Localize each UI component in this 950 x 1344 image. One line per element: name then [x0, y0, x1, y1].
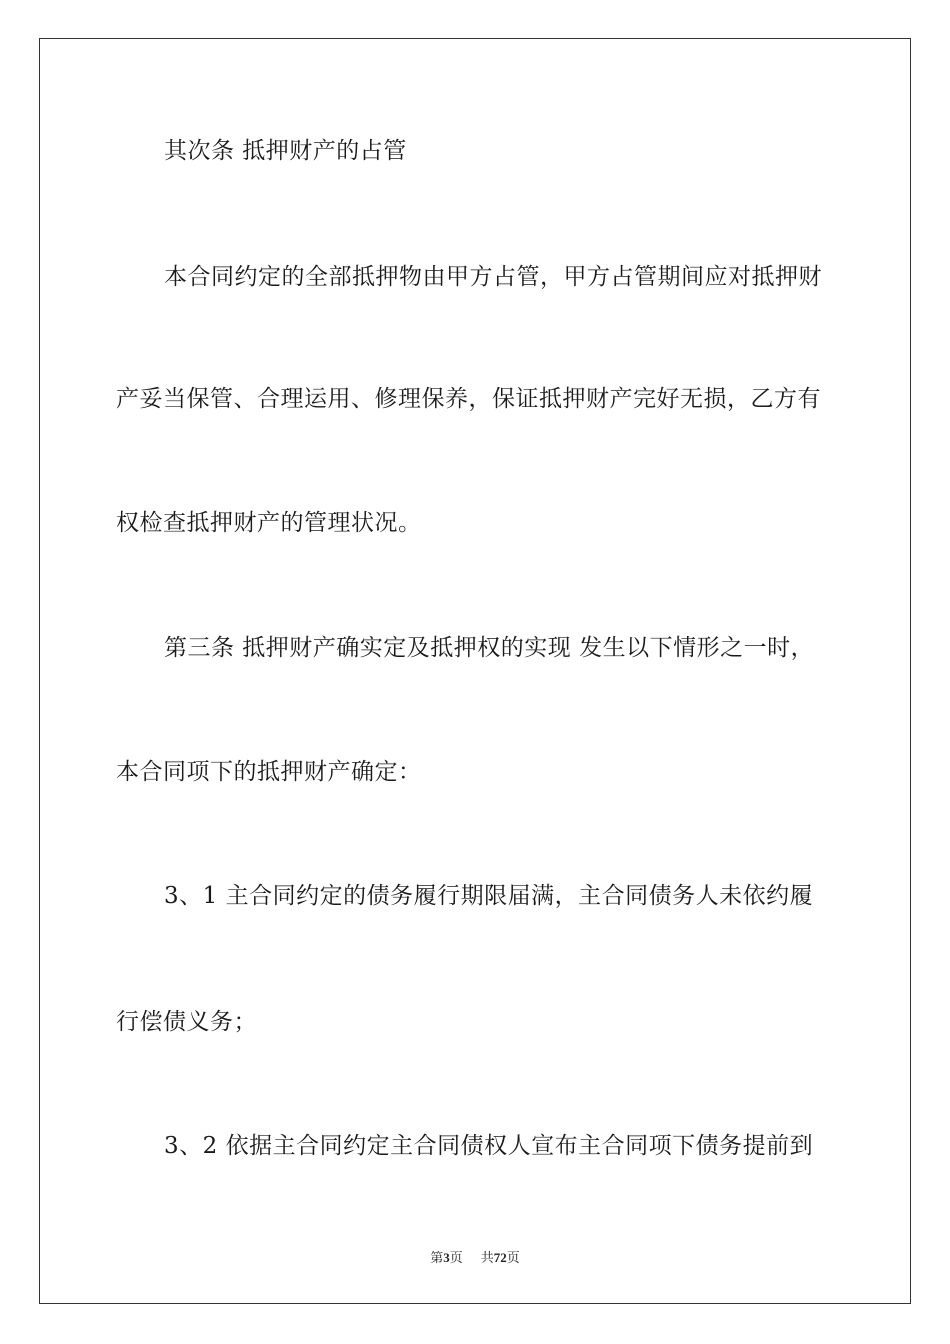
page-border [39, 38, 911, 1304]
paragraph-line: 3、2 依据主合同约定主合同债权人宣布主合同项下债务提前到 [164, 1133, 814, 1159]
paragraph-line: 权检查抵押财产的管理状况。 [116, 510, 422, 536]
total-prefix: 共 [480, 1250, 494, 1265]
page-footer [0, 1247, 950, 1266]
paragraph-line: 3、1 主合同约定的债务履行期限届满，主合同债务人未依约履 [164, 883, 814, 909]
page-prefix: 第 [430, 1250, 444, 1265]
paragraph-line: 其次条 抵押财产的占管 [164, 138, 407, 164]
page-number: 3 [443, 1250, 450, 1265]
total-suffix: 页 [506, 1250, 520, 1265]
paragraph-line: 本合同项下的抵押财产确定： [116, 759, 422, 785]
total-pages: 72 [493, 1250, 507, 1265]
paragraph-line: 第三条 抵押财产确实定及抵押权的实现 发生以下情形之一时， [164, 635, 815, 661]
paragraph-line: 行偿债义务； [116, 1009, 257, 1035]
page-suffix: 页 [449, 1250, 463, 1265]
paragraph-line: 本合同约定的全部抵押物由甲方占管，甲方占管期间应对抵押财 [164, 264, 822, 290]
paragraph-line: 产妥当保管、合理运用、修理保养，保证抵押财产完好无损，乙方有 [116, 386, 821, 412]
